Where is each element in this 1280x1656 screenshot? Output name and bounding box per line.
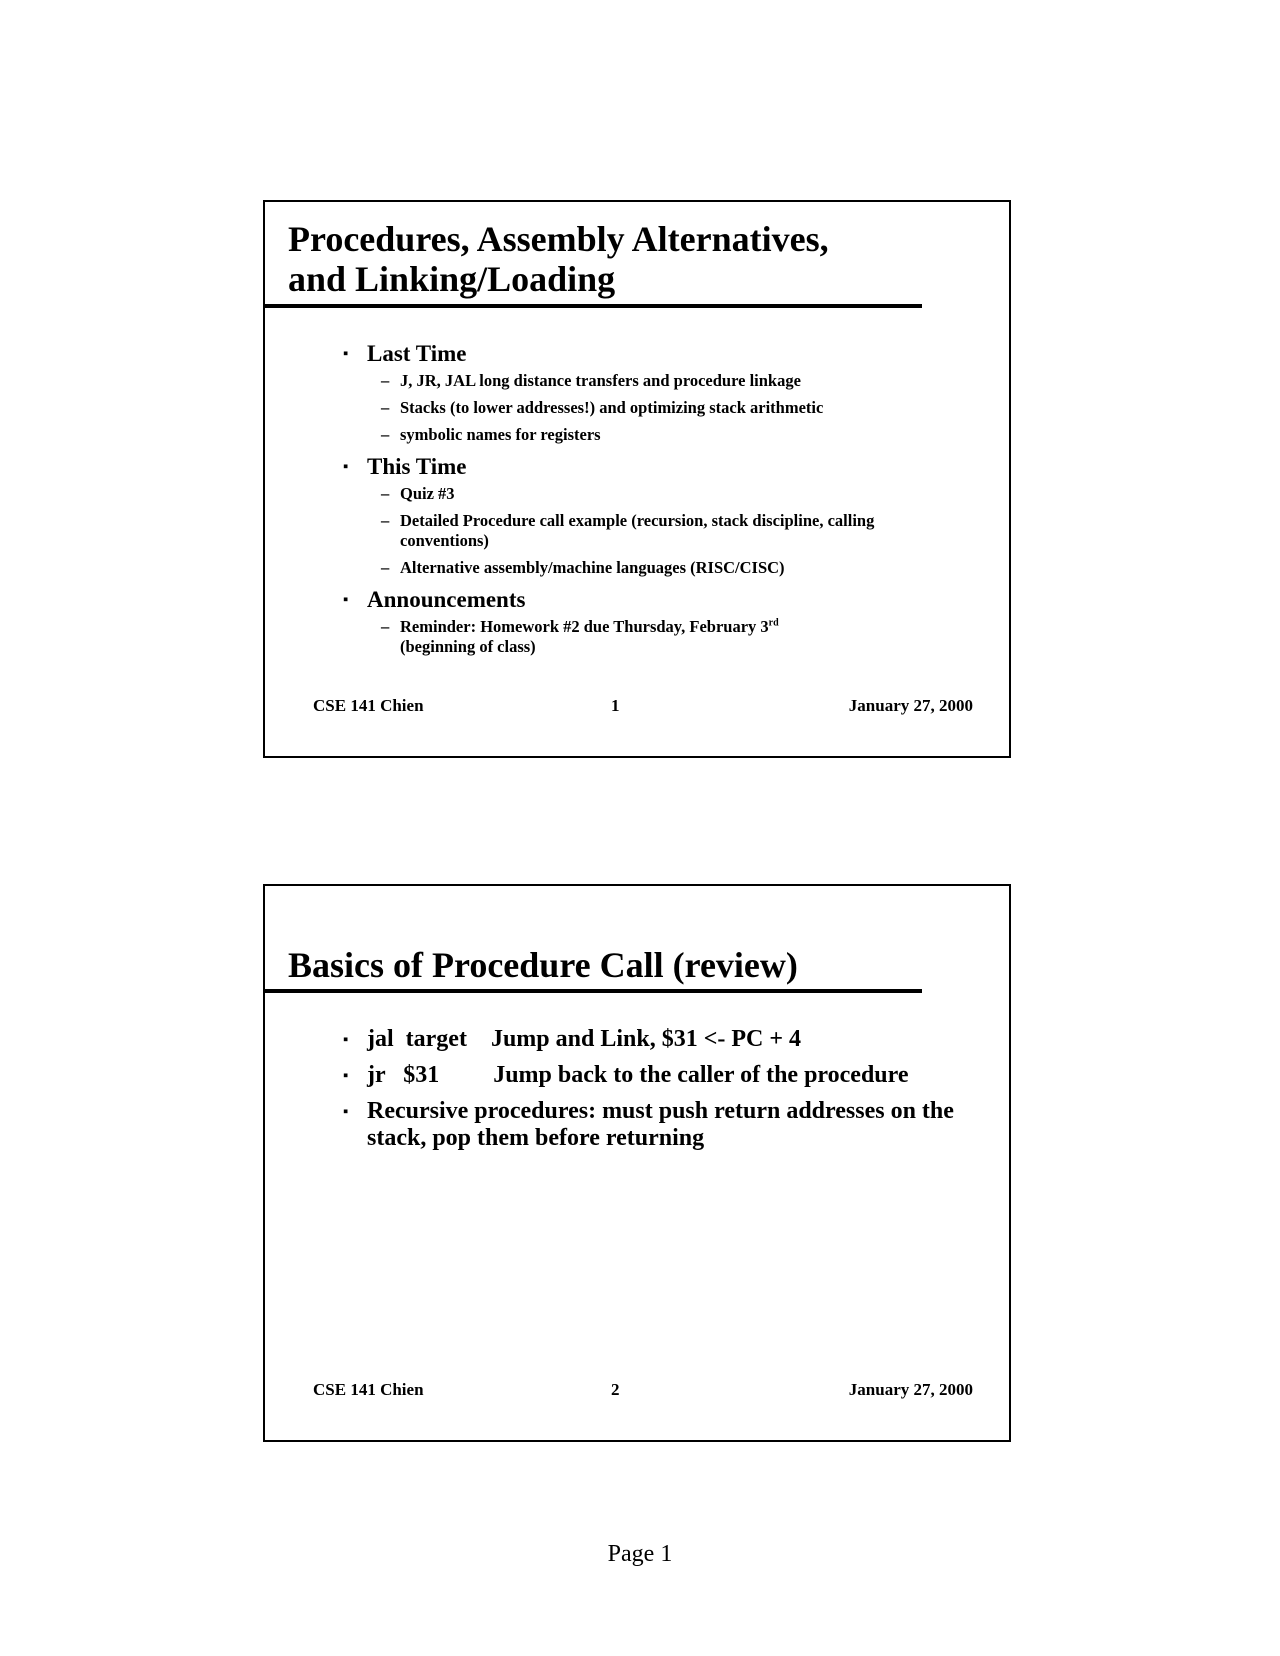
footer-slide-number: 2	[611, 1380, 620, 1399]
square-bullet-icon: ▪	[343, 1104, 349, 1120]
sub-item	[367, 558, 989, 578]
title-underline	[265, 304, 922, 308]
sub-item	[367, 617, 989, 657]
bullet-heading: Announcements	[367, 587, 526, 612]
footer-course: CSE 141 Chien	[313, 1380, 424, 1399]
footer-date: January 27, 2000	[848, 1380, 973, 1399]
bullet-recursive	[343, 1098, 989, 1152]
slide-title	[288, 219, 829, 299]
sub-item-text: Detailed Procedure call example (recursion, stack discipline, calling conventions)	[400, 511, 875, 550]
sub-item-text: Stacks (to lower addresses!) and optimizing stack arithmetic	[400, 398, 824, 417]
slide-bullet-list	[343, 340, 989, 665]
slide-title-line-2: and Linking/Loading	[288, 259, 616, 299]
dash-icon: –	[381, 558, 390, 577]
sub-item	[367, 398, 989, 418]
bullet-this-time	[343, 453, 989, 578]
sub-list	[367, 484, 989, 578]
square-bullet-icon: ▪	[343, 459, 349, 475]
dash-icon: –	[381, 371, 390, 390]
slide-footer	[313, 696, 973, 720]
slide-1	[263, 200, 1011, 758]
dash-icon: –	[381, 398, 390, 417]
sub-item-text: Quiz #3	[400, 484, 455, 503]
footer-course: CSE 141 Chien	[313, 696, 424, 715]
reminder-text: Reminder: Homework #2 due Thursday, February 3	[400, 617, 769, 636]
slide-title-line-1: Procedures, Assembly Alternatives,	[288, 219, 829, 259]
sub-list	[367, 371, 989, 445]
bullet-heading: Last Time	[367, 341, 467, 366]
bullet-jr	[343, 1062, 909, 1089]
dash-icon: –	[381, 425, 390, 444]
dash-icon: –	[381, 484, 390, 503]
dash-icon: –	[381, 617, 390, 636]
slide-title: Basics of Procedure Call (review)	[288, 945, 798, 985]
square-bullet-icon: ▪	[343, 1068, 349, 1084]
footer-date: January 27, 2000	[848, 696, 973, 715]
sub-item	[367, 484, 989, 504]
bullet-text: jr $31 Jump back to the caller of the procedure	[367, 1062, 909, 1088]
dash-icon: –	[381, 511, 390, 530]
title-underline	[265, 989, 922, 993]
sub-item	[367, 511, 989, 551]
bullet-jal	[343, 1026, 909, 1053]
reminder-tail: (beginning of class)	[400, 637, 536, 656]
bullet-last-time	[343, 340, 989, 445]
reminder-sup: rd	[768, 617, 779, 629]
square-bullet-icon: ▪	[343, 346, 349, 362]
square-bullet-icon: ▪	[343, 1032, 349, 1048]
bullet-text: jal target Jump and Link, $31 <- PC + 4	[367, 1026, 802, 1052]
slide-footer	[313, 1380, 973, 1404]
sub-item-text: J, JR, JAL long distance transfers and procedure linkage	[400, 371, 801, 390]
sub-list	[367, 617, 989, 657]
sub-item	[367, 425, 989, 445]
bullet-announcements	[343, 586, 989, 657]
sub-item-text: symbolic names for registers	[400, 425, 601, 444]
bullet-text: Recursive procedures: must push return addresses on the stack, pop them before returning	[367, 1098, 954, 1151]
slide-bullet-list	[343, 1026, 954, 1161]
square-bullet-icon: ▪	[343, 592, 349, 608]
bullet-heading: This Time	[367, 454, 467, 479]
slide-2	[263, 884, 1011, 1442]
sub-item	[367, 371, 989, 391]
sub-item-text: Alternative assembly/machine languages (RISC/CISC)	[400, 558, 785, 577]
footer-slide-number: 1	[611, 696, 620, 715]
page-number-label: Page 1	[607, 1541, 673, 1567]
